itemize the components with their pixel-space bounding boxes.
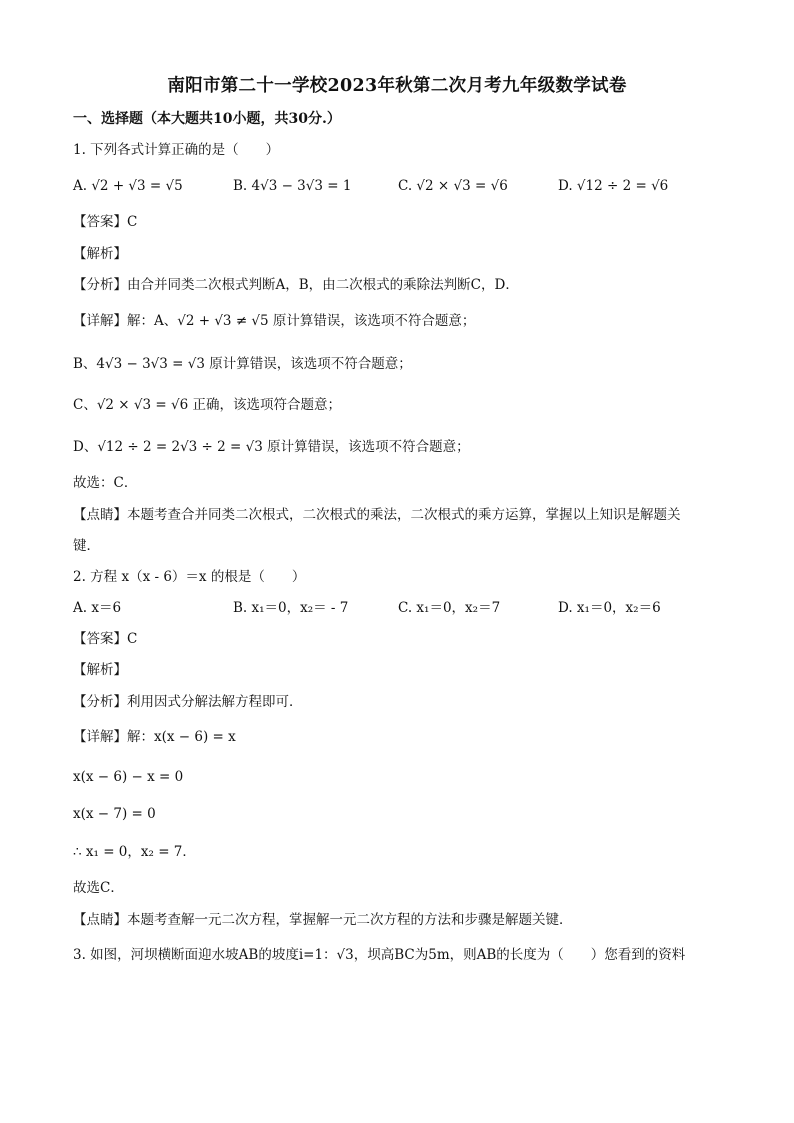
q1-choose: 故选：C． — [73, 475, 138, 491]
q1-detail-b: B、4√3 − 3√3 = √3 原计算错误，该选项不符合题意； — [73, 356, 412, 372]
q2-analysis: 【分析】利用因式分解法解方程即可． — [73, 694, 303, 710]
q1-option-b: B. 4√3 − 3√3 = 1 — [233, 178, 352, 194]
q1-jiexi: 【解析】 — [73, 246, 127, 262]
q2-step-3: ∴ x₁ = 0，x₂ = 7． — [73, 844, 196, 860]
page-title: 南阳市第二十一学校2023年秋第二次月考九年级数学试卷 — [167, 76, 627, 96]
q2-jiexi: 【解析】 — [73, 662, 127, 678]
q2-stem: 2. 方程 x（x - 6）＝x 的根是（ ） — [73, 569, 306, 585]
q1-stem: 1. 下列各式计算正确的是（ ） — [73, 142, 280, 158]
q1-option-a: A. √2 + √3 = √5 — [73, 178, 183, 194]
q1-detail-d: D、√12 ÷ 2 = 2√3 ÷ 2 = √3 原计算错误，该选项不符合题意； — [73, 439, 470, 455]
q1-analysis: 【分析】由合并同类二次根式判断A，B，由二次根式的乘除法判断C，D． — [73, 277, 519, 293]
q1-detail-c: C、√2 × √3 = √6 正确，该选项符合题意； — [73, 397, 341, 413]
q2-option-a: A. x＝6 — [73, 600, 122, 616]
q2-option-b: B. x₁＝0，x₂＝ - 7 — [233, 600, 349, 616]
q2-answer: 【答案】C — [73, 631, 138, 647]
q2-option-c: C. x₁＝0，x₂＝7 — [398, 600, 501, 616]
q1-detail: 【详解】解：A、√2 + √3 ≠ √5 原计算错误，该选项不符合题意； — [73, 313, 476, 329]
q2-option-d: D. x₁＝0，x₂＝6 — [558, 600, 661, 616]
q2-choose: 故选C． — [73, 880, 124, 896]
q2-step-1: x(x − 6) − x = 0 — [73, 769, 184, 785]
q3-stem: 3. 如图，河坝横断面迎水坡AB的坡度i=1：√3，坝高BC为5m，则AB的长度为（ ）您看到的资料 — [73, 947, 686, 963]
q1-answer: 【答案】C — [73, 214, 138, 230]
q1-option-c: C. √2 × √3 = √6 — [398, 178, 508, 194]
q2-step-2: x(x − 7) = 0 — [73, 806, 156, 822]
q2-detail: 【详解】解：x(x − 6) = x — [73, 729, 236, 745]
q1-comment-cont: 键． — [73, 538, 100, 554]
q1-option-d: D. √12 ÷ 2 = √6 — [558, 178, 669, 194]
section-heading: 一、选择题（本大题共10小题，共30分.） — [73, 111, 341, 127]
q2-comment: 【点睛】本题考查解一元二次方程，掌握解一元二次方程的方法和步骤是解题关键． — [73, 912, 573, 928]
q1-comment: 【点睛】本题考查合并同类二次根式，二次根式的乘法，二次根式的乘方运算，掌握以上知识是解题关 — [73, 507, 681, 523]
